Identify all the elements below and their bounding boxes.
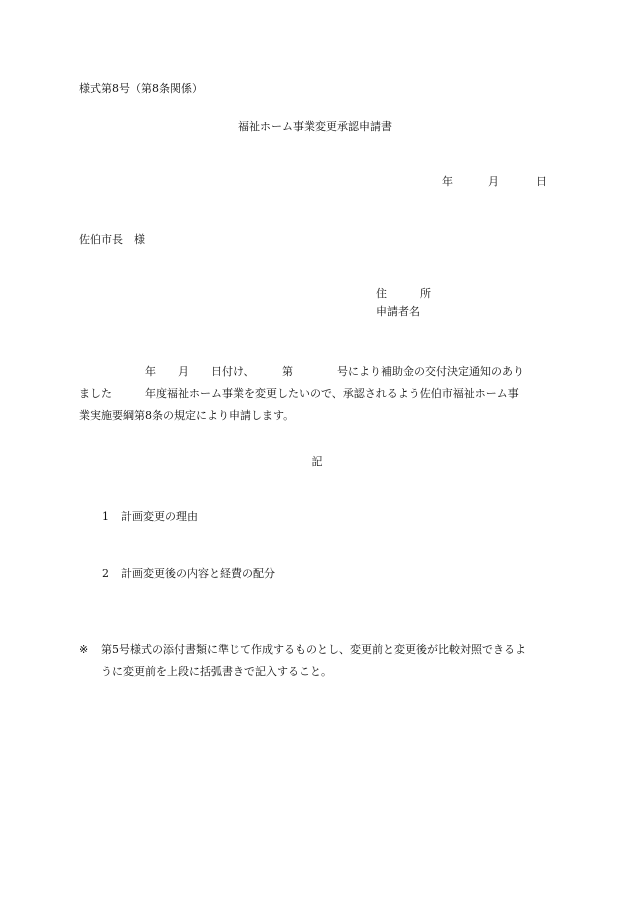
addressee: 佐伯市長 様	[79, 233, 145, 246]
ki-heading: 記	[311, 455, 323, 468]
body-line: ました 年度福祉ホーム事業を変更したいので、承認されるよう佐伯市福祉ホーム事	[79, 387, 519, 400]
item-change-content	[102, 568, 275, 579]
month-label: 月	[488, 175, 499, 188]
item-label: 計画変更の理由	[121, 510, 198, 523]
body-line: 業実施要綱第8条の規定により申請します。	[79, 409, 295, 422]
applicant-name-label: 申請者名	[376, 305, 420, 318]
item-label: 計画変更後の内容と経費の配分	[121, 567, 275, 580]
body-text	[79, 361, 551, 427]
applicant-block	[376, 288, 436, 324]
item-number: 1	[102, 510, 109, 523]
date-line	[442, 176, 547, 187]
day-label: 日	[536, 175, 547, 188]
note	[79, 639, 555, 683]
note-mark: ※	[79, 643, 89, 656]
year-label: 年	[442, 175, 453, 188]
note-text-1: 第5号様式の添付書類に準じて作成するものとし、変更前と変更後が比較対照できるよ	[101, 643, 526, 656]
note-line-1	[79, 639, 555, 661]
body-line: 年 月 日付け、 第 号により補助金の交付決定通知のあり	[79, 365, 525, 378]
item-change-reason	[102, 511, 198, 522]
form-number: 様式第8号（第8条関係）	[79, 82, 203, 95]
address-row	[376, 288, 436, 299]
document-title: 福祉ホーム事業変更承認申請書	[238, 120, 392, 133]
name-row	[376, 306, 436, 317]
item-number: 2	[102, 567, 109, 580]
note-line-2: うに変更前を上段に括弧書きで記入すること。	[101, 665, 332, 678]
address-label: 住 所	[376, 287, 431, 300]
